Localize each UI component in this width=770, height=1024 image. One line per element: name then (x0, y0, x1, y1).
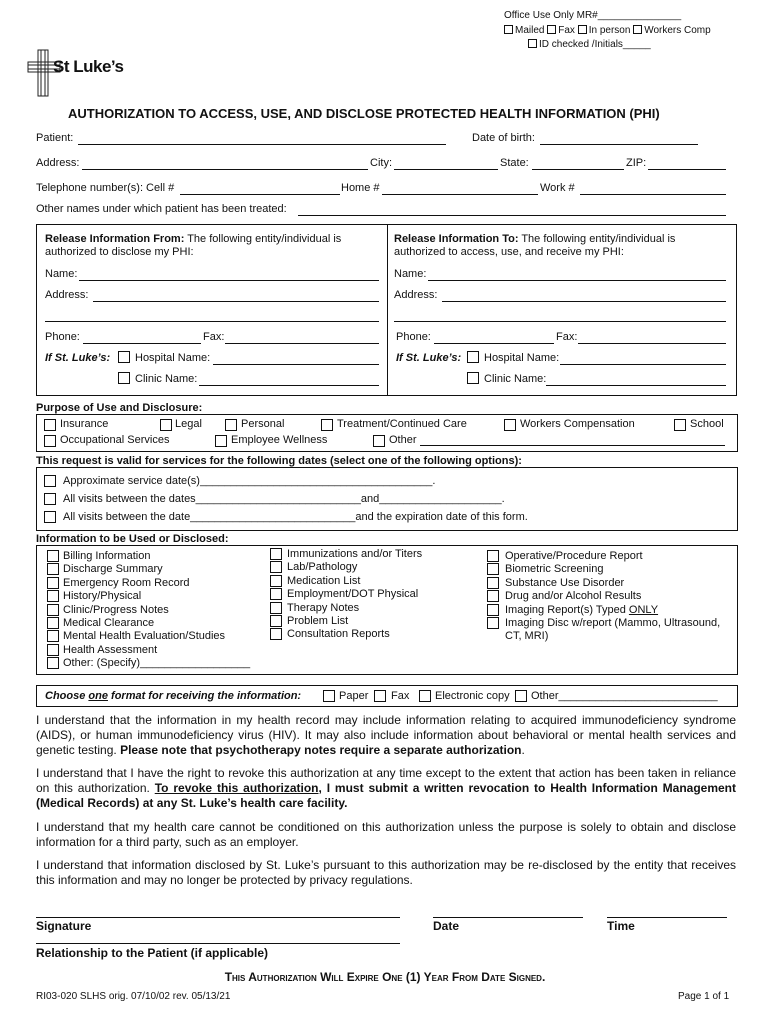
in-person-label: In person (588, 25, 631, 36)
treatment-checkbox[interactable] (321, 419, 333, 431)
conditioned-paragraph: I understand that my health care cannot be conditioned on this authorization unless the purpose is solely to obtain and disclose information for a third party, such as an employer. (36, 820, 736, 849)
electronic-label: Electronic copy (435, 690, 510, 702)
patient-label: Patient: (36, 132, 74, 144)
format-box (36, 685, 738, 707)
info-box (36, 545, 738, 675)
dob-field[interactable] (540, 144, 698, 145)
paper-checkbox[interactable] (323, 690, 335, 702)
zip-field[interactable] (648, 169, 726, 170)
employee-wellness-label: Employee Wellness (231, 434, 328, 446)
info-item: Biometric Screening (505, 563, 604, 575)
time-label: Time (607, 919, 635, 933)
from-address-field-2[interactable] (45, 321, 379, 322)
info-item: Employment/DOT Physical (287, 588, 419, 600)
from-clinic-checkbox[interactable] (118, 372, 130, 384)
other-format-checkbox[interactable] (515, 690, 527, 702)
format-label: Choose one format for receiving the information: (45, 690, 302, 702)
logo-text: St Luke’s (53, 57, 124, 76)
info-item: Mental Health Evaluation/Studies (63, 630, 226, 642)
from-clinic-field[interactable] (199, 385, 379, 386)
to-hospital-label: Hospital Name: (484, 352, 560, 364)
in-person-checkbox[interactable] (578, 25, 587, 34)
drug-alcohol-checkbox[interactable] (487, 590, 499, 602)
info-item: Billing Information (63, 550, 151, 562)
info-item: CT, MRI) (505, 630, 549, 642)
electronic-checkbox[interactable] (419, 690, 431, 702)
expiration-notice: This Authorization Will Expire One (1) Year From Date Signed. (224, 970, 546, 984)
to-address-field[interactable] (442, 301, 726, 302)
address-field[interactable] (82, 169, 368, 170)
dob-label: Date of birth: (472, 132, 535, 144)
relationship-label: Relationship to the Patient (if applicable) (36, 946, 269, 960)
paper-label: Paper (339, 690, 369, 702)
visits-expiration-label: All visits between the date___________________________and the expiration date of this form. (63, 511, 528, 523)
dates-box (36, 467, 738, 531)
from-phone-label: Phone: (45, 331, 80, 343)
state-label: State: (500, 157, 529, 169)
from-hospital-field[interactable] (213, 364, 379, 365)
to-address-field-2[interactable] (394, 321, 726, 322)
approx-date-checkbox[interactable] (44, 475, 56, 487)
work-label: Work # (540, 182, 575, 194)
cell-label: Telephone number(s): Cell # (36, 182, 175, 194)
info-item: Consultation Reports (287, 628, 390, 640)
info-item: Immunizations and/or Titers (287, 548, 423, 560)
personal-checkbox[interactable] (225, 419, 237, 431)
to-phone-label: Phone: (396, 331, 431, 343)
other-names-field[interactable] (298, 215, 726, 216)
mental-health-checkbox[interactable] (47, 630, 59, 642)
id-checked-label: ID checked /Initials_____ (539, 39, 651, 50)
date-field[interactable] (433, 917, 583, 918)
id-checked (528, 39, 651, 50)
legal-label: Legal (175, 418, 202, 430)
relationship-field[interactable] (36, 943, 400, 944)
to-fax-label: Fax: (556, 331, 578, 343)
info-item: Emergency Room Record (63, 577, 190, 589)
release-from-box (36, 224, 388, 396)
from-name-label: Name: (45, 268, 78, 280)
date-label: Date (433, 919, 460, 933)
info-item: Therapy Notes (287, 602, 360, 614)
to-clinic-field[interactable] (546, 385, 726, 386)
insurance-label: Insurance (60, 418, 109, 430)
health-assessment-checkbox[interactable] (47, 644, 59, 656)
signature-label: Signature (36, 919, 92, 933)
page-title: AUTHORIZATION TO ACCESS, USE, AND DISCLOSE PROTECTED HEALTH INFORMATION (PHI) (68, 106, 660, 121)
therapy-notes-checkbox[interactable] (270, 602, 282, 614)
to-if-st-lukes: If St. Luke’s: (396, 352, 462, 364)
info-item: Medical Clearance (63, 617, 155, 629)
form-code: RI03-020 SLHS orig. 07/10/02 rev. 05/13/21 (36, 991, 231, 1002)
medication-checkbox[interactable] (270, 575, 282, 587)
biometric-checkbox[interactable] (487, 563, 499, 575)
info-item: Discharge Summary (63, 563, 163, 575)
info-item: Drug and/or Alcohol Results (505, 590, 642, 602)
info-item: Substance Use Disorder (505, 577, 625, 589)
occupational-label: Occupational Services (60, 434, 170, 446)
revoke-paragraph: I understand that I have the right to revoke this authorization at any time except to the extent that action has been taken in reliance on this authorization. To revoke this authorization, I must submit a written revocation to Health Information Management (Medical Records) at any St. Luke’s health care facility. (36, 766, 737, 810)
lab-checkbox[interactable] (270, 561, 282, 573)
purpose-box (36, 414, 738, 452)
city-label: City: (370, 157, 392, 169)
home-label: Home # (341, 182, 380, 194)
from-name-field[interactable] (79, 280, 379, 281)
clearance-checkbox[interactable] (47, 617, 59, 629)
to-fax-field[interactable] (578, 343, 726, 344)
to-hospital-checkbox[interactable] (467, 351, 479, 363)
st-lukes-logo (26, 48, 136, 98)
discharge-checkbox[interactable] (47, 563, 59, 575)
info-item: Clinic/Progress Notes (63, 604, 169, 616)
imaging-report-checkbox[interactable] (487, 604, 499, 616)
info-item: Imaging Report(s) Typed ONLY (505, 604, 659, 616)
from-fax-field[interactable] (225, 343, 379, 344)
to-clinic-checkbox[interactable] (467, 372, 479, 384)
other-names-label: Other names under which patient has been treated: (36, 203, 287, 215)
page-number: Page 1 of 1 (678, 991, 730, 1002)
history-checkbox[interactable] (47, 590, 59, 602)
time-field[interactable] (607, 917, 727, 918)
visits-between-checkbox[interactable] (44, 493, 56, 505)
insurance-checkbox[interactable] (44, 419, 56, 431)
info-item: Lab/Pathology (287, 561, 358, 573)
immunizations-checkbox[interactable] (270, 548, 282, 560)
imaging-disc-checkbox[interactable] (487, 617, 499, 629)
workers-comp-purpose-checkbox[interactable] (504, 419, 516, 431)
to-hospital-field[interactable] (560, 364, 726, 365)
other-purpose-checkbox[interactable] (373, 435, 385, 447)
from-if-st-lukes: If St. Luke’s: (45, 352, 111, 364)
redisclosed-paragraph: I understand that information disclosed by St. Luke’s pursuant to this authorization may be re-disclosed by the entity that receives this information and may no longer be protected by privacy regulations. (36, 858, 736, 887)
from-fax-label: Fax: (203, 331, 225, 343)
approx-date-label: Approximate service date(s)______________________________________. (63, 475, 436, 487)
state-field[interactable] (532, 169, 624, 170)
zip-label: ZIP: (626, 157, 647, 169)
info-item: History/Physical (63, 590, 142, 602)
workers-comp-checkbox[interactable] (633, 25, 642, 34)
other-purpose-label: Other (389, 434, 417, 446)
to-address-label: Address: (394, 289, 438, 301)
er-record-checkbox[interactable] (47, 577, 59, 589)
billing-checkbox[interactable] (47, 550, 59, 562)
info-item: Medication List (287, 575, 361, 587)
from-phone-field[interactable] (83, 343, 201, 344)
fax-format-label: Fax (391, 690, 410, 702)
to-phone-field[interactable] (434, 343, 554, 344)
personal-label: Personal (241, 418, 285, 430)
other-format-label: Other__________________________ (531, 690, 718, 702)
address-label: Address: (36, 157, 80, 169)
work-field[interactable] (580, 194, 726, 195)
employee-wellness-checkbox[interactable] (215, 435, 227, 447)
signature-field[interactable] (36, 917, 400, 918)
home-field[interactable] (382, 194, 538, 195)
other-specify-checkbox[interactable] (47, 657, 59, 669)
info-item: Problem List (287, 615, 349, 627)
release-to-box (386, 224, 737, 396)
fax-format-checkbox[interactable] (374, 690, 386, 702)
office-use-line: Office Use Only MR#_______________ (504, 10, 682, 21)
from-hospital-label: Hospital Name: (135, 352, 211, 364)
id-checked-checkbox[interactable] (528, 39, 537, 48)
fax-label: Fax (558, 25, 575, 36)
progress-notes-checkbox[interactable] (47, 604, 59, 616)
workers-comp-purpose-label: Workers Compensation (520, 418, 635, 430)
treatment-label: Treatment/Continued Care (337, 418, 467, 430)
operative-checkbox[interactable] (487, 550, 499, 562)
patient-field[interactable] (78, 144, 446, 145)
school-label: School (690, 418, 724, 430)
mailed-label: Mailed (515, 25, 545, 36)
office-use-methods (504, 25, 711, 36)
release-to-heading: Release Information To: The following entity/individual is authorized to access, use, and receive my PHI: (394, 233, 676, 258)
from-clinic-label: Clinic Name: (135, 373, 198, 385)
employment-physical-checkbox[interactable] (270, 588, 282, 600)
dates-heading: This request is valid for services for the following dates (select one of the following options): (36, 455, 522, 467)
problem-list-checkbox[interactable] (270, 615, 282, 627)
city-field[interactable] (394, 169, 498, 170)
release-from-heading: Release Information From: The following entity/individual is authorized to disclose my PHI: (45, 233, 342, 258)
fax-checkbox[interactable] (547, 25, 556, 34)
purpose-heading: Purpose of Use and Disclosure: (36, 402, 203, 414)
legal-checkbox[interactable] (160, 419, 172, 431)
mailed-checkbox[interactable] (504, 25, 513, 34)
visits-between-label: All visits between the dates___________________________and____________________. (63, 493, 505, 505)
info-item: Other: (Specify)__________________ (63, 657, 251, 669)
info-heading: Information to be Used or Disclosed: (36, 533, 229, 545)
info-item: Operative/Procedure Report (505, 550, 643, 562)
info-item: Imaging Disc w/report (Mammo, Ultrasound, (505, 617, 721, 629)
workers-comp-label: Workers Comp (644, 25, 711, 36)
from-address-label: Address: (45, 289, 89, 301)
to-name-field[interactable] (428, 280, 726, 281)
school-checkbox[interactable] (674, 419, 686, 431)
occupational-checkbox[interactable] (44, 435, 56, 447)
hiv-paragraph: I understand that the information in my health record may include information relating to acquired immunodeficiency syndrome (AIDS), or human immunodeficiency virus (HIV). It may also include information about behavioral or mental health services and genetic testing. Please note that psychotherapy notes require a separate authorization. (36, 713, 736, 757)
info-item: Health Assessment (63, 644, 158, 656)
to-clinic-label: Clinic Name: (484, 373, 547, 385)
to-name-label: Name: (394, 268, 427, 280)
cell-field[interactable] (180, 194, 340, 195)
substance-checkbox[interactable] (487, 577, 499, 589)
visits-expiration-checkbox[interactable] (44, 511, 56, 523)
other-purpose-field[interactable] (420, 445, 725, 446)
consultation-checkbox[interactable] (270, 628, 282, 640)
from-address-field[interactable] (93, 301, 379, 302)
from-hospital-checkbox[interactable] (118, 351, 130, 363)
